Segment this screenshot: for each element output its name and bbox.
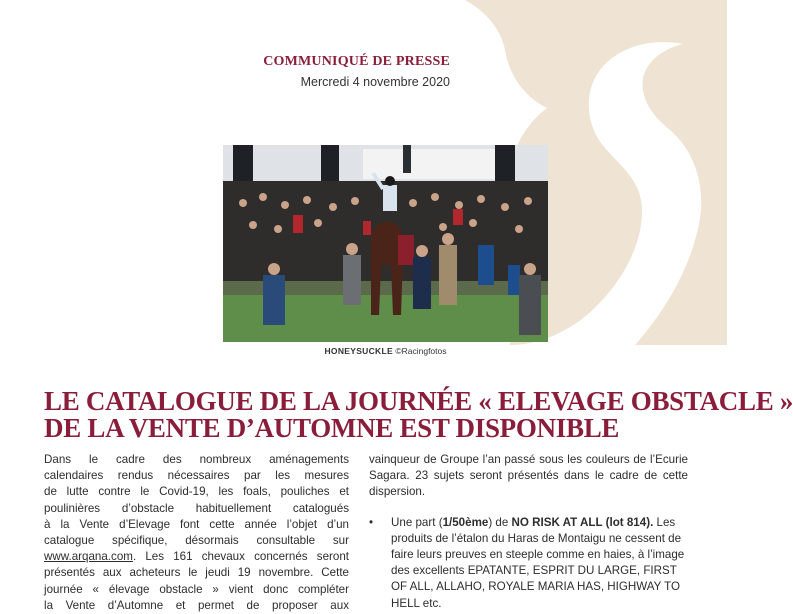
body-line: à la Vente d’Elevage font cette année l’objet d’un [44,517,349,531]
body-line: calendaires rendus nécessaires par les mesures [44,469,349,483]
body-line-with-link [44,549,349,565]
press-release-date: Mercredi 4 novembre 2020 [300,75,450,89]
press-header [200,52,450,92]
bullet-middle: ) de [488,515,512,529]
body-line: la Vente d’Automne et permet de proposer aux [44,598,349,612]
lot-bullet-item [369,515,688,612]
press-release-title: COMMUNIQUÉ DE PRESSE [263,54,450,69]
photo-caption [223,346,548,356]
bullet-icon: • [369,515,374,529]
right-intro-paragraph: vainqueur de Groupe l’an passé sous les couleurs de l’Ecurie Sagara. 23 sujets seront présentés dans le cadre de cette dispersion. [369,453,688,499]
body-column-right [369,452,688,612]
bullet-share: 1/50ème [442,515,489,529]
caption-horse-name: HONEYSUCKLE [324,346,393,356]
race-photo [223,145,548,342]
body-line: présentés aux acheteurs le jeudi 19 novembre. Cette [44,566,349,580]
bullet-lot-open: ( [602,515,610,529]
body-column-left [44,452,349,614]
headline-line-1: LE CATALOGUE DE LA JOURNÉE « ELEVAGE OBSTACLE » [44,386,793,416]
body-line: de lutte contre le Covid-19, les foals, pouliches et [44,485,349,499]
arqana-website-link[interactable]: www.arqana.com [44,550,133,564]
article-headline [44,386,793,443]
bullet-prefix: Une part ( [391,515,443,529]
body-line: catalogue spécifique, désormais consultable sur [44,534,349,548]
body-line: journée « élevage obstacle » vient donc compléter [44,582,349,596]
headline-line-2: DE LA VENTE D’AUTOMNE EST DISPONIBLE [44,413,620,443]
bullet-lot: lot 814 [609,515,647,529]
body-line: poulinières d’obstacle habituellement catalogués [44,501,349,515]
caption-credit: ©Racingfotos [395,346,447,356]
bullet-stallion: NO RISK AT ALL [511,515,603,529]
bullet-rest: Les produits de l’étalon du Haras de Montaigu ne cessent de faire leurs preuves en steeple comme en haies, à l’image des excellents EPATANTE, ESPRIT DU LARGE, FIRST OF ALL, ALLAHO, ROYALE MARIA HAS, HIGHWAY TO HELL etc. [391,515,685,610]
body-line: Dans le cadre des nombreux aménagements [44,453,349,466]
bullet-lot-close: ). [646,515,654,529]
body-after-link: . Les 161 chevaux concernés seront [132,550,349,564]
